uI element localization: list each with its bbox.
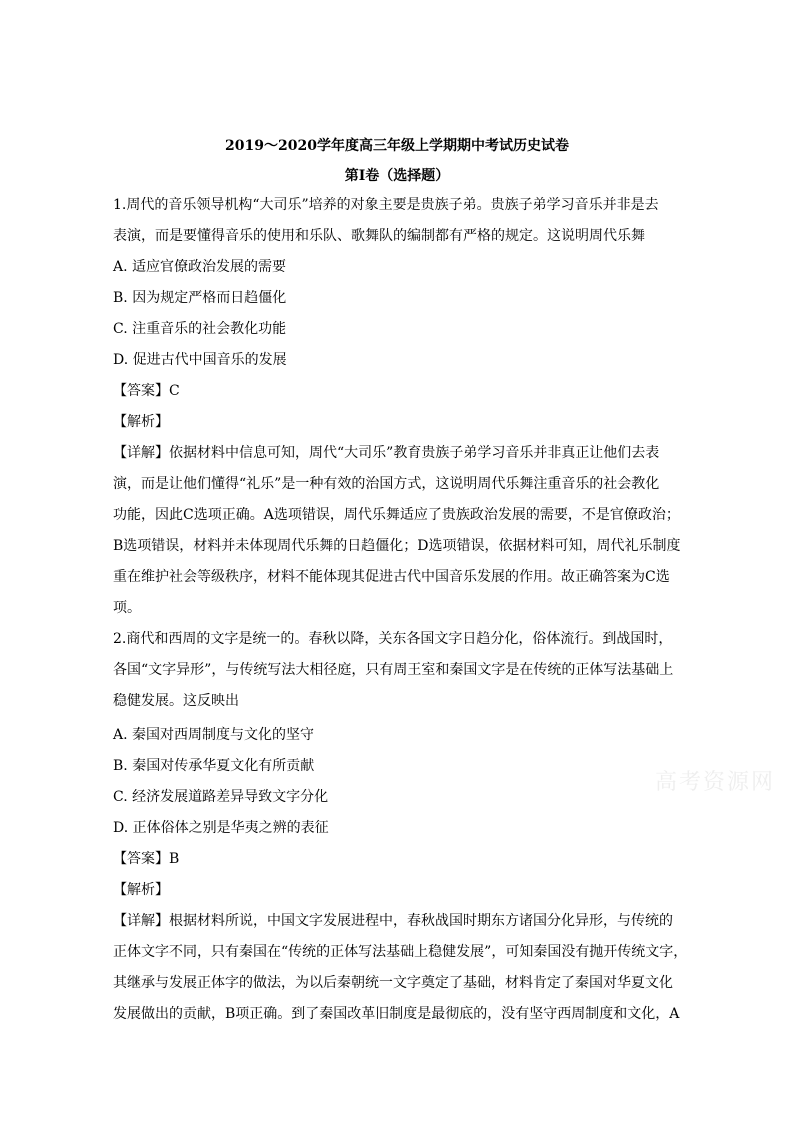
q1-answer: 【答案】C (113, 383, 180, 399)
q1-analysis-label: 【解析】 (113, 414, 169, 430)
q2-stem-line: 稳健发展。这反映出 (113, 693, 239, 709)
q1-explanation-line: 重在维护社会等级秩序，材料不能体现其促进古代中国音乐发展的作用。故正确答案为C选 (113, 569, 670, 585)
q2-stem-line: 各国“文字异形”，与传统写法大相径庭，只有周王室和秦国文字是在传统的正体写法基础上 (113, 662, 674, 678)
q1-stem-line: 1.周代的音乐领导机构“大司乐”培养的对象主要是贵族子弟。贵族子弟学习音乐并非是去 (113, 197, 659, 213)
q1-option-d: D. 促进古代中国音乐的发展 (113, 352, 287, 368)
q2-answer: 【答案】B (113, 851, 180, 867)
section-title: 第Ⅰ卷（选择题） (344, 168, 450, 184)
q2-explanation-line: 其继承与发展正体字的做法，为以后秦朝统一文字奠定了基础，材料肯定了秦国对华夏文化 (113, 975, 673, 991)
q1-option-b: B. 因为规定严格而日趋僵化 (113, 290, 287, 306)
q2-option-c: C. 经济发展道路差异导致文字分化 (113, 789, 329, 805)
q2-explanation-line: 【详解】根据材料所说，中国文字发展进程中，春秋战国时期东方诸国分化异形，与传统的 (113, 913, 673, 929)
q1-stem-line: 表演，而是要懂得音乐的使用和乐队、歌舞队的编制都有严格的规定。这说明周代乐舞 (113, 228, 645, 244)
q2-option-d: D. 正体俗体之别是华夷之辨的表征 (113, 820, 329, 836)
q1-explanation-line: 演，而是让他们懂得“礼乐”是一种有效的治国方式，这说明周代乐舞注重音乐的社会教化 (113, 476, 660, 492)
q1-option-a: A. 适应官僚政治发展的需要 (113, 259, 287, 275)
q1-option-c: C. 注重音乐的社会教化功能 (113, 321, 287, 337)
q1-explanation-line: 项。 (113, 600, 141, 616)
q2-explanation-line: 发展做出的贡献，B项正确。到了秦国改革旧制度是最彻底的，没有坚守西周制度和文化，A (113, 1006, 680, 1022)
q2-stem-line: 2.商代和西周的文字是统一的。春秋以降，关东各国文字日趋分化，俗体流行。到战国时， (113, 631, 673, 647)
exam-title: 2019～2020学年度高三年级上学期期中考试历史试卷 (225, 138, 569, 154)
watermark: 高考资源网 (655, 770, 776, 795)
q1-explanation-line: 【详解】依据材料中信息可知，周代“大司乐”教育贵族子弟学习音乐并非真正让他们去表 (113, 445, 660, 461)
q1-explanation-line: 功能，因此C选项正确。A选项错误，周代乐舞适应了贵族政治发展的需要，不是官僚政治； (113, 507, 680, 523)
q1-explanation-line: B选项错误，材料并未体现周代乐舞的日趋僵化；D选项错误，依据材料可知，周代礼乐制度 (113, 538, 681, 554)
q2-option-a: A. 秦国对西周制度与文化的坚守 (113, 727, 315, 743)
q2-analysis-label: 【解析】 (113, 882, 169, 898)
q2-explanation-line: 正体文字不同，只有秦国在“传统的正体写法基础上稳健发展”，可知秦国没有抛开传统文字， (113, 944, 688, 960)
q2-option-b: B. 秦国对传承华夏文化有所贡献 (113, 758, 315, 774)
